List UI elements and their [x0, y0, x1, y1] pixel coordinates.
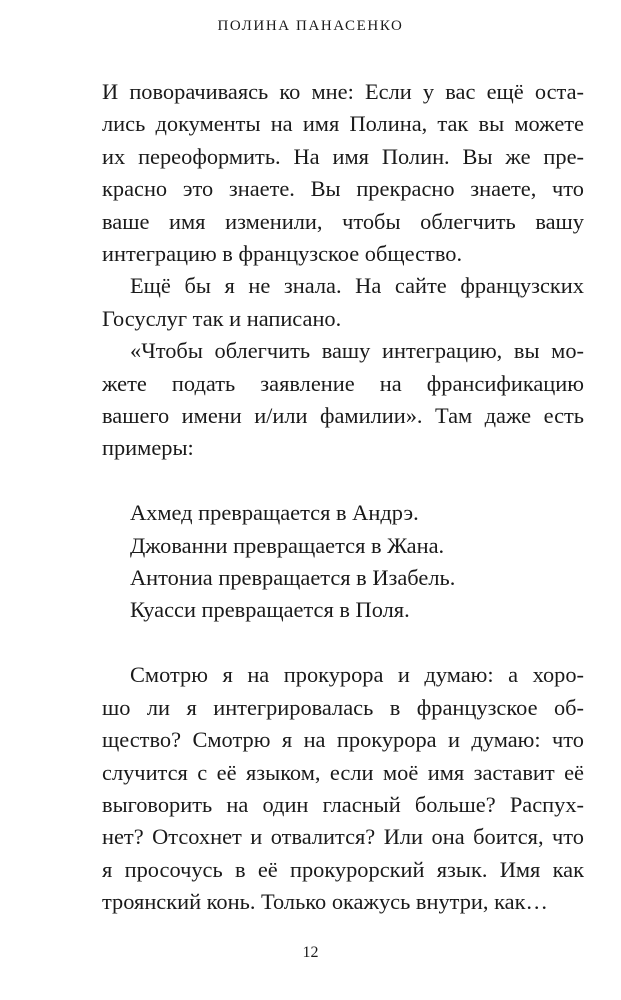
- text-line: И поворачиваясь ко мне: Если у вас ещё оста-: [102, 79, 584, 104]
- blank-line: [102, 465, 584, 497]
- text-line: ваше имя изменили, чтобы облегчить вашу: [102, 208, 584, 234]
- example-item: Антониа превращается в Изабель.: [130, 565, 456, 591]
- text-line: случится с её языком, если моё имя заставит её: [102, 759, 584, 785]
- example-item: Ахмед превращается в Андрэ.: [130, 500, 419, 526]
- running-head: ПОЛИНА ПАНАСЕНКО: [217, 18, 404, 34]
- text-line: красно это знаете. Вы прекрасно знаете, что: [102, 176, 584, 202]
- paragraph-1: [102, 76, 584, 270]
- text-line: их переоформить. На имя Полин. Вы же пре-: [102, 143, 584, 169]
- paragraph-3: [102, 335, 584, 465]
- text-line: выговорить на один гласный больше? Распух-: [102, 791, 584, 817]
- text-line: жете подать заявление на франсификацию: [102, 370, 584, 396]
- examples-list: [102, 497, 584, 627]
- text-line: шо ли я интегрировалась в французское об-: [102, 694, 584, 720]
- paragraph-closing: [102, 659, 584, 918]
- example-item: Куасси превращается в Поля.: [130, 597, 410, 623]
- text-line: Ещё бы я не знала. На сайте французских: [130, 273, 584, 299]
- page-number: 12: [302, 944, 319, 961]
- text-line: «Чтобы облегчить вашу интеграцию, вы мо-: [130, 338, 584, 364]
- blank-line: [102, 627, 584, 659]
- text-line: интеграцию в французское общество.: [102, 241, 463, 267]
- text-line: я просочусь в её прокурорский язык. Имя как: [102, 856, 584, 882]
- paragraph-2: [102, 270, 584, 335]
- text-line: Смотрю я на прокурора и думаю: а хоро-: [130, 662, 584, 688]
- text-line: нет? Отсохнет и отвалится? Или она боится, что: [102, 824, 584, 850]
- text-line: Госуслуг так и написано.: [102, 305, 342, 331]
- text-line: примеры:: [102, 435, 194, 461]
- example-item: Джованни превращается в Жана.: [130, 532, 445, 558]
- text-line: вашего имени и/или фамилии». Там даже есть: [102, 403, 584, 429]
- body-text: [102, 76, 584, 919]
- text-line: щество? Смотрю я на прокурора и думаю: что: [102, 727, 584, 753]
- text-line: троянский конь. Только окажусь внутри, как…: [102, 889, 548, 915]
- text-line: лись документы на имя Полина, так вы можете: [102, 111, 584, 137]
